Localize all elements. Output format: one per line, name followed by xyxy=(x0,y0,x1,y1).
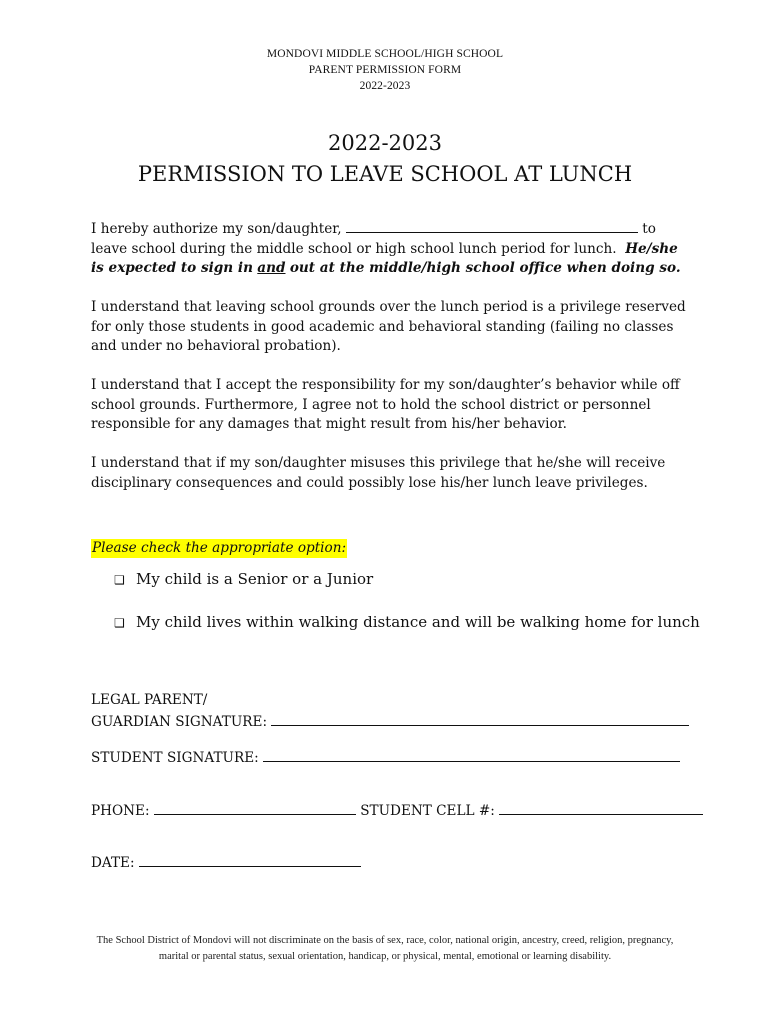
student-cell-label: STUDENT CELL #: xyxy=(360,803,495,819)
phone-block xyxy=(91,800,703,822)
option-senior-junior[interactable] xyxy=(114,569,373,590)
check-instruction: Please check the appropriate option: xyxy=(92,540,347,556)
parent-signature-block xyxy=(91,691,689,732)
option-label: My child is a Senior or a Junior xyxy=(136,570,374,588)
title-year: 2022-2023 xyxy=(328,131,442,155)
nondiscrimination-footer xyxy=(60,933,710,965)
authorization-paragraph xyxy=(91,218,691,279)
checkbox-icon[interactable]: ❑ xyxy=(114,616,125,630)
consequences-paragraph: I understand that if my son/daughter misuses this privilege that he/she will receive disciplinary consequences and could possibly lose his/her lunch leave privileges. xyxy=(91,455,666,491)
checkbox-icon[interactable]: ❑ xyxy=(114,573,125,587)
footer-line1: The School District of Mondovi will not discriminate on the basis of sex, race, color, national origin, ancestry, creed, religion, pregnancy, xyxy=(96,935,674,946)
student-signature-block xyxy=(91,747,680,769)
footer-line2: marital or parental status, sexual orientation, handicap, or physical, mental, emotional or learning disability. xyxy=(158,951,612,962)
title-main: PERMISSION TO LEAVE SCHOOL AT LUNCH xyxy=(137,162,633,186)
option-walking-distance[interactable] xyxy=(114,612,700,633)
date-field[interactable] xyxy=(139,852,361,867)
authorization-text-cont: to leave school during the middle school or high school lunch period for lunch. xyxy=(91,221,656,257)
date-block xyxy=(91,852,361,874)
parent-signature-field[interactable] xyxy=(271,711,689,726)
parent-label-line2: GUARDIAN SIGNATURE: xyxy=(91,713,268,730)
authorization-text: I hereby authorize my son/daughter, xyxy=(91,221,342,237)
page-title xyxy=(0,128,770,190)
phone-label: PHONE: xyxy=(91,803,150,819)
privilege-paragraph: I understand that leaving school grounds over the lunch period is a privilege reserved for only those students in good academic and behavioral standing (failing no classes and under no behavioral probation). xyxy=(91,299,686,354)
header-year: 2022-2023 xyxy=(359,80,411,92)
parent-label-line1: LEGAL PARENT/ xyxy=(91,692,208,708)
student-name-field[interactable] xyxy=(346,218,638,233)
sign-in-notice-cont: out at the middle/high school office when doing so. xyxy=(289,260,681,276)
responsibility-paragraph: I understand that I accept the responsibility for my son/daughter’s behavior while off school grounds. Furthermore, I agree not to hold the school district or personnel responsible for any damages that might result from his/her behavior. xyxy=(91,377,680,432)
sign-in-notice: He/she is expected to sign in xyxy=(91,240,678,276)
form-type: PARENT PERMISSION FORM xyxy=(308,64,462,76)
phone-field[interactable] xyxy=(154,800,356,815)
form-body xyxy=(91,218,691,513)
school-name: MONDOVI MIDDLE SCHOOL/HIGH SCHOOL xyxy=(266,48,504,60)
student-cell-field[interactable] xyxy=(499,800,703,815)
date-label: DATE: xyxy=(91,855,135,871)
student-signature-label: STUDENT SIGNATURE: xyxy=(91,750,259,766)
form-header xyxy=(0,46,770,94)
option-label: My child lives within walking distance and will be walking home for lunch xyxy=(136,613,700,631)
sign-in-and: and xyxy=(257,260,286,276)
student-signature-field[interactable] xyxy=(263,747,680,762)
